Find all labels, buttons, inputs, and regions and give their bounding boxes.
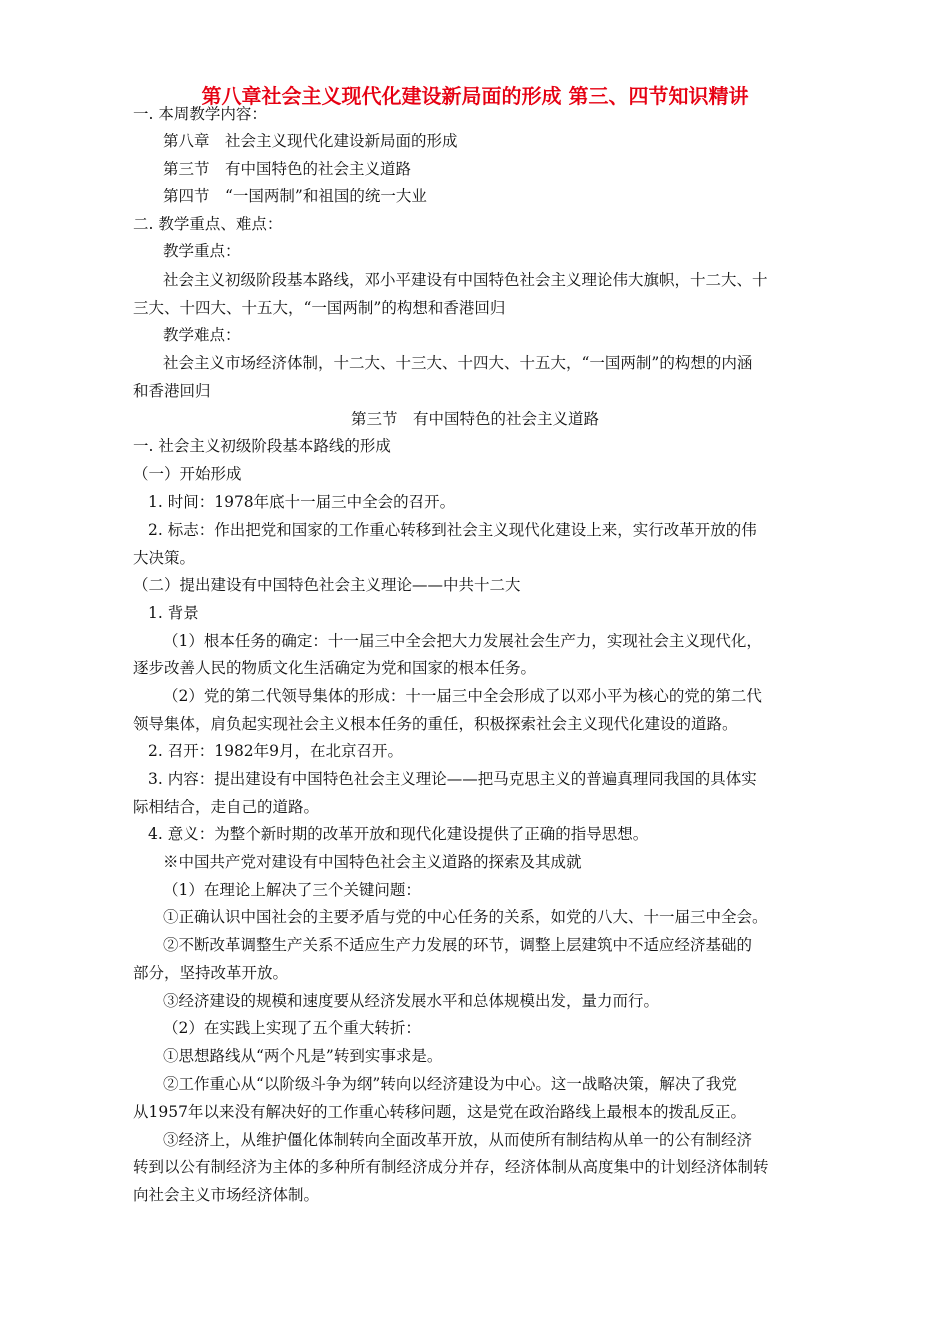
text-line: 第三节 有中国特色的社会主义道路 (163, 160, 412, 178)
text-line: 第八章 社会主义现代化建设新局面的形成 (163, 132, 458, 150)
text-line: 三大、十四大、十五大，“一国两制”的构想和香港回归 (133, 299, 506, 317)
text-line: 和香港回归 (133, 382, 211, 400)
text-line: 第四节 “一国两制”和祖国的统一大业 (163, 187, 427, 205)
text-line: （2）在实践上实现了五个重大转折： (163, 1019, 421, 1037)
text-line: 2. 召开：1982年9月，在北京召开。 (148, 742, 404, 760)
text-line: 大决策。 (133, 549, 196, 567)
text-line: （一）开始形成 (133, 465, 242, 483)
text-line: 社会主义初级阶段基本路线，邓小平建设有中国特色社会主义理论伟大旗帜，十二大、十 (163, 271, 768, 289)
text-line: ②工作重心从“以阶级斗争为纲”转向以经济建设为中心。这一战略决策，解决了我党 (163, 1075, 737, 1093)
text-line: （二）提出建设有中国特色社会主义理论——中共十二大 (133, 576, 521, 594)
text-line: ※中国共产党对建设有中国特色社会主义道路的探索及其成就 (163, 853, 582, 871)
document-title: 第八章社会主义现代化建设新局面的形成 第三、四节知识精讲 (201, 84, 749, 108)
text-line: 1. 背景 (148, 604, 199, 622)
text-line: ③经济建设的规模和速度要从经济发展水平和总体规模出发，量力而行。 (163, 992, 660, 1010)
text-line: 向社会主义市场经济体制。 (133, 1186, 320, 1204)
text-line: （1）在理论上解决了三个关键问题： (163, 881, 421, 899)
text-line: ②不断改革调整生产关系不适应生产力发展的环节，调整上层建筑中不适应经济基础的 (163, 936, 753, 954)
section-heading: 二. 教学重点、难点： (133, 215, 283, 233)
text-line: ①思想路线从“两个凡是”转到实事求是。 (163, 1047, 443, 1065)
text-line: 2. 标志：作出把党和国家的工作重心转移到社会主义现代化建设上来，实行改革开放的伟 (148, 521, 757, 539)
section-heading: 一. 本周教学内容： (133, 105, 267, 123)
text-line: 3. 内容：提出建设有中国特色社会主义理论——把马克思主义的普遍真理同我国的具体实 (148, 770, 757, 788)
text-line: ③经济上，从维护僵化体制转向全面改革开放，从而使所有制结构从单一的公有制经济 (163, 1131, 753, 1149)
text-line: （1）根本任务的确定：十一届三中全会把大力发展社会生产力，实现社会主义现代化， (163, 632, 762, 650)
text-line: 4. 意义：为整个新时期的改革开放和现代化建设提供了正确的指导思想。 (148, 825, 649, 843)
text-line: 1. 时间：1978年底十一届三中全会的召开。 (148, 493, 456, 511)
text-line: 部分，坚持改革开放。 (133, 964, 289, 982)
text-line: 社会主义市场经济体制，十二大、十三大、十四大、十五大，“一国两制”的构想的内涵 (163, 354, 753, 372)
text-line: ①正确认识中国社会的主要矛盾与党的中心任务的关系，如党的八大、十一届三中全会。 (163, 908, 768, 926)
section-title: 第三节 有中国特色的社会主义道路 (350, 410, 599, 428)
text-line: 际相结合，走自己的道路。 (133, 798, 320, 816)
text-line: 转到以公有制经济为主体的多种所有制经济成分并存，经济体制从高度集中的计划经济体制转 (133, 1158, 769, 1176)
text-line: （2）党的第二代领导集体的形成：十一届三中全会形成了以邓小平为核心的党的第二代 (163, 687, 762, 705)
text-line: 从1957年以来没有解决好的工作重心转移问题，这是党在政治路线上最根本的拨乱反正。 (133, 1103, 746, 1121)
text-line: 教学重点： (163, 242, 241, 260)
section-heading: 一. 社会主义初级阶段基本路线的形成 (133, 437, 391, 455)
text-line: 领导集体，肩负起实现社会主义根本任务的重任，积极探索社会主义现代化建设的道路。 (133, 715, 738, 733)
text-line: 教学难点： (163, 326, 241, 344)
text-line: 逐步改善人民的物质文化生活确定为党和国家的根本任务。 (133, 659, 537, 677)
